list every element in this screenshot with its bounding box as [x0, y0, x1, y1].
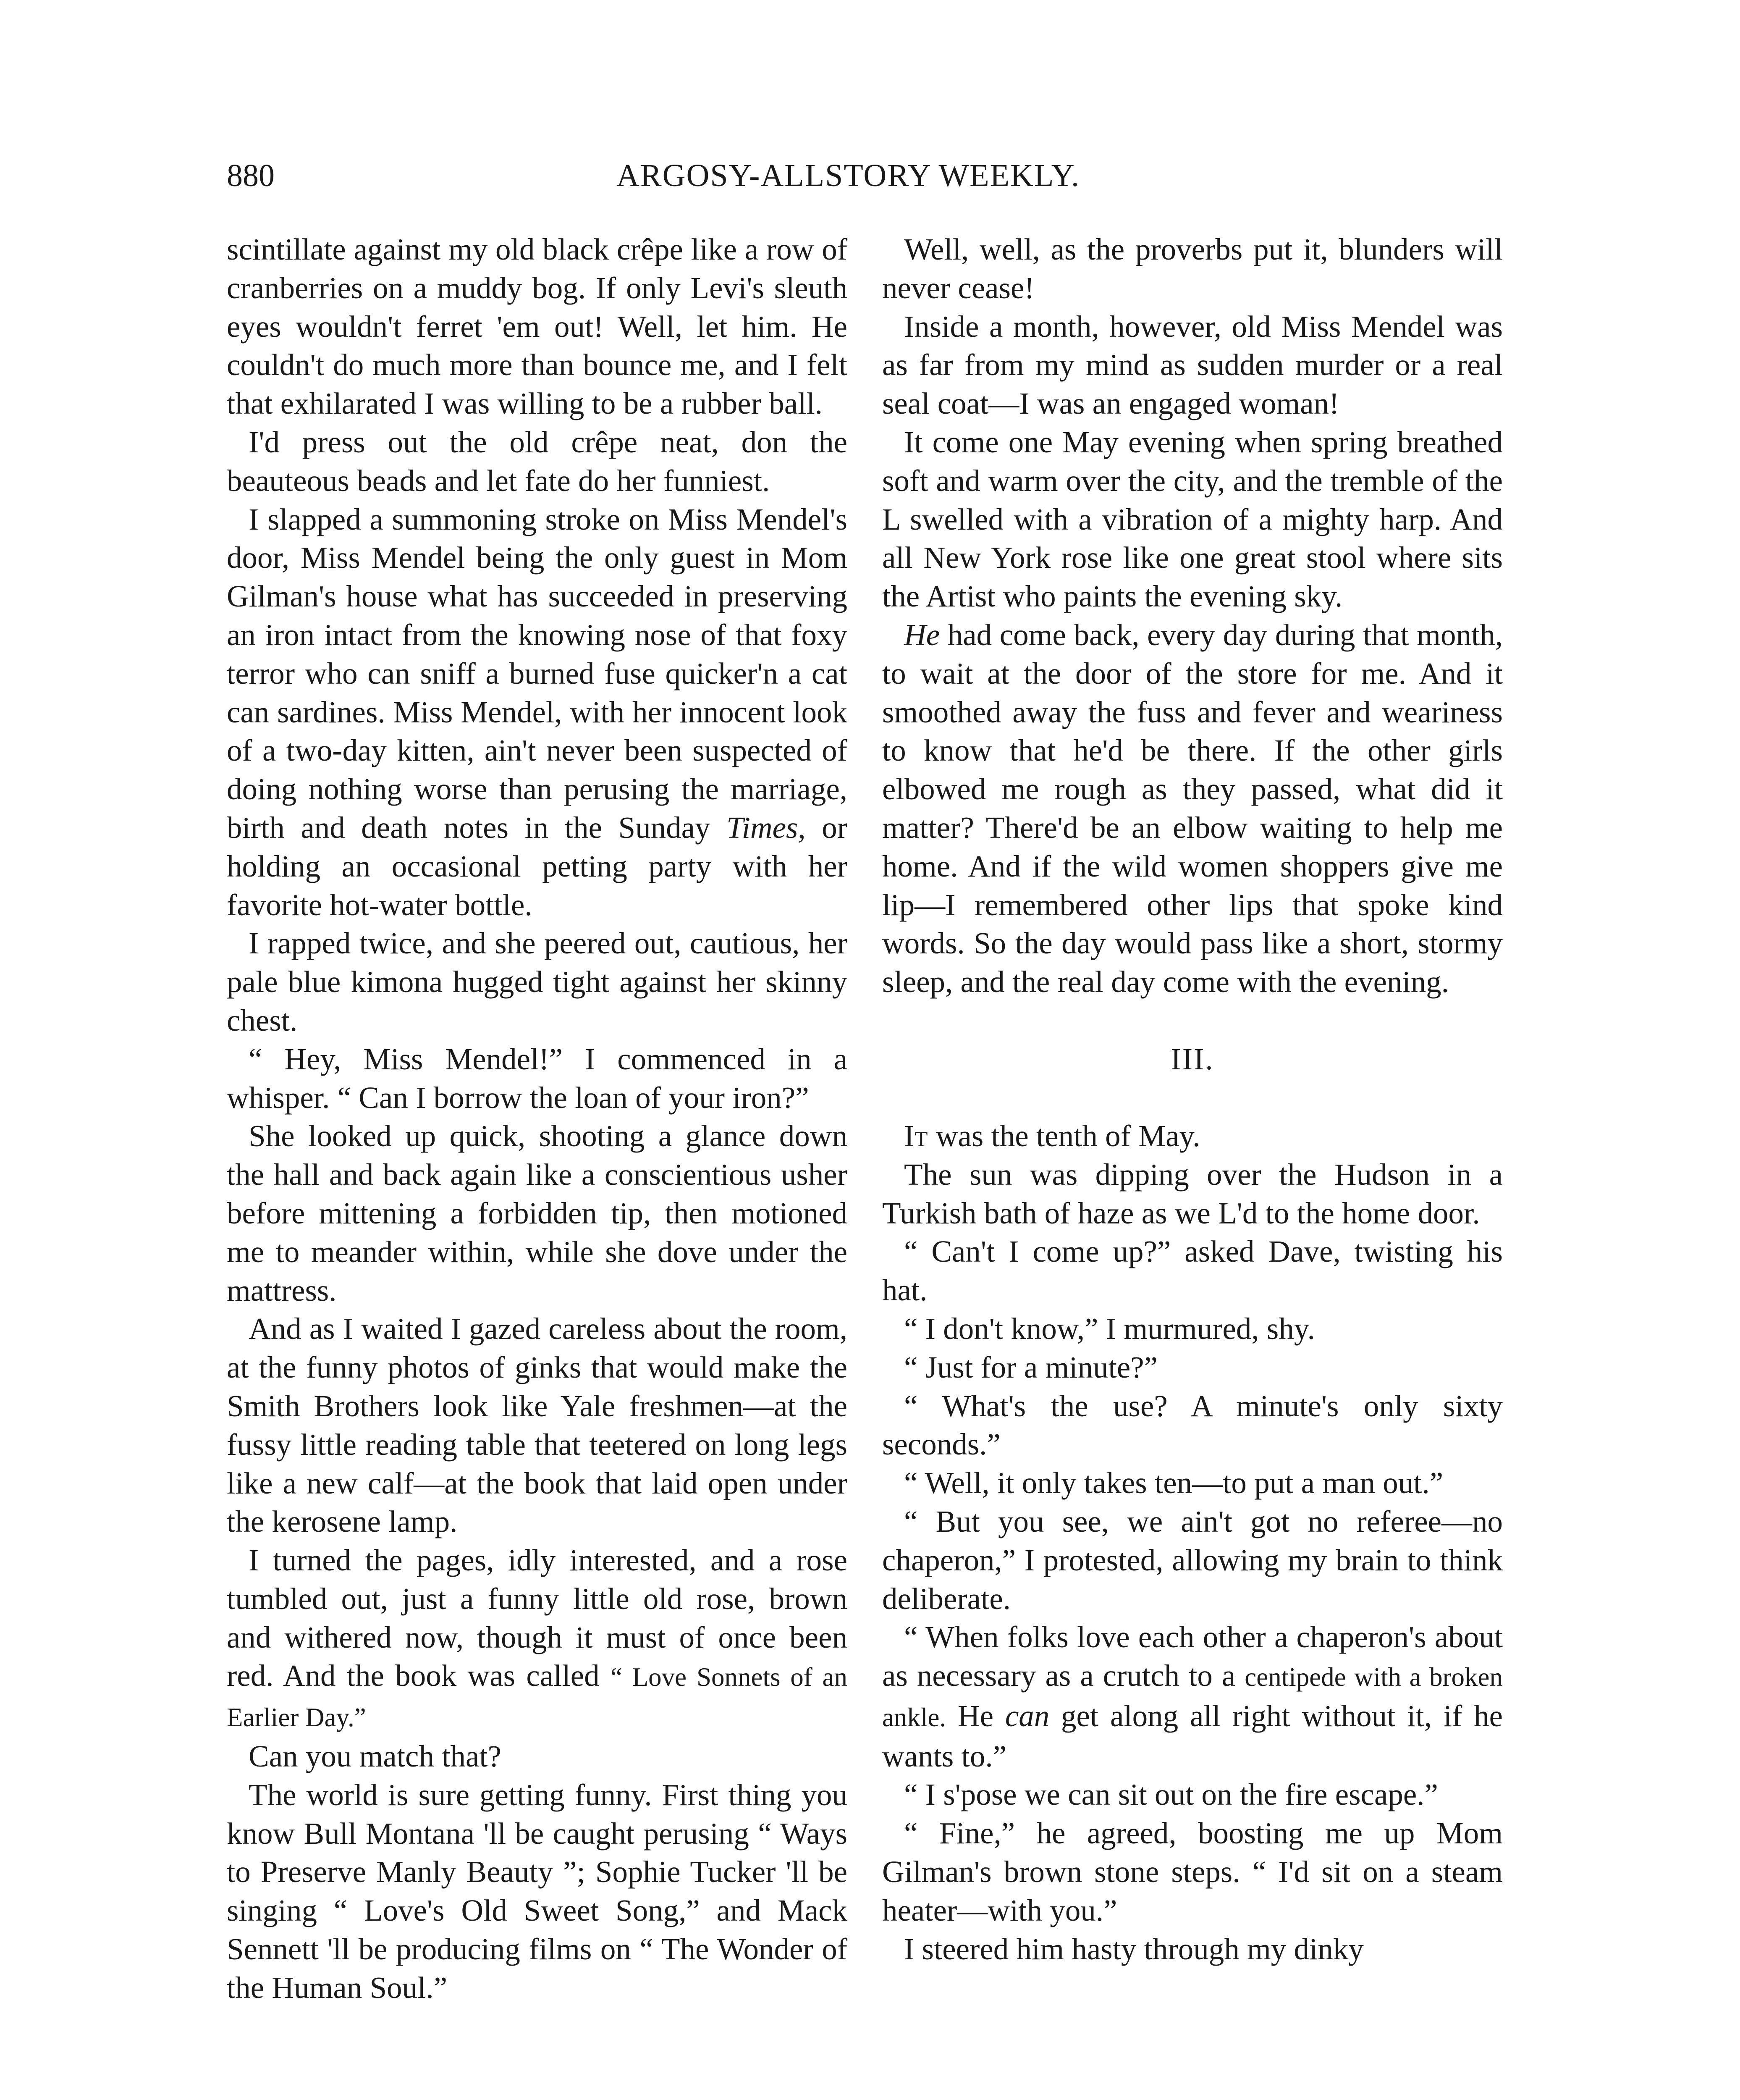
paragraph-text: centipede with a broken ankle.	[882, 1662, 1503, 1732]
paragraph	[882, 1618, 1503, 1775]
paragraph-text: He	[946, 1698, 1005, 1733]
paragraph: Inside a month, however, old Miss Mendel was as far from my mind as sudden murder or a real seal coat—I was an engaged woman!	[882, 309, 1503, 421]
paragraph: “ Well, it only takes ten—to put a man out.”	[904, 1466, 1444, 1500]
paragraph: She looked up quick, shooting a glance down the hall and back again like a conscientious usher before mittening a forbidden tip, then motioned me to meander within, while she dove under the mattress.	[227, 1119, 847, 1307]
paragraph: Well, well, as the proverbs put it, blunders will never cease!	[882, 232, 1503, 305]
paragraph: “ I don't know,” I murmured, shy.	[904, 1311, 1315, 1346]
paragraph: I steered him hasty through my dinky	[904, 1932, 1364, 1966]
paragraph: “ What's the use? A minute's only sixty seconds.”	[882, 1389, 1503, 1462]
paragraph: And as I waited I gazed careless about the room, at the funny photos of ginks that would make the Smith Brothers look like Yale freshmen—at the fussy little reading table that teetered on long legs like a new calf—at the book that laid open under the kerosene lamp.	[227, 1312, 847, 1539]
paragraph-text: “ When folks love each other a chaperon's about as necessary as a crutch to a	[882, 1620, 1503, 1693]
paragraph: The sun was dipping over the Hudson in a Turkish bath of haze as we L'd to the home door.	[882, 1157, 1503, 1230]
paragraph: “ Can't I come up?” asked Dave, twisting his hat.	[882, 1234, 1503, 1307]
book-title: “ Love Sonnets of an Earlier Day.”	[227, 1662, 848, 1732]
paragraph	[882, 1117, 1503, 1155]
paragraph-text: , or holding an occasional petting party with her favorite hot-water bottle.	[227, 810, 847, 922]
left-column	[227, 230, 847, 2007]
page-number: 880	[227, 158, 275, 193]
paragraph: It come one May evening when spring breathed soft and warm over the city, and the tremble of the L swelled with a vibration of a mighty harp. And all New York rose like one great stool where sits the Artist who paints the evening sky.	[882, 425, 1503, 614]
paragraph: I rapped twice, and she peered out, cautious, her pale blue kimona hugged tight against her skinny chest.	[227, 926, 847, 1037]
paragraph-text: I turned the pages, idly interested, and a rose tumbled out, just a funny little old rose, brown and withered now, though it must of once been red. And the book was called	[227, 1543, 847, 1693]
drop-word: It	[904, 1118, 928, 1153]
paragraph: scintillate against my old black crêpe like a row of cranberries on a muddy bog. If only Levi's sleuth eyes wouldn't ferret 'em out! Well, let him. He couldn't do much more than bounce me, and I felt that exhilarated I was willing to be a rubber ball.	[227, 232, 847, 421]
paragraph	[882, 616, 1503, 1001]
paragraph: “ Fine,” he agreed, boosting me up Mom Gilman's brown stone steps. “ I'd sit on a steam heater—with you.”	[882, 1816, 1503, 1927]
newspaper-title: Times	[726, 810, 798, 845]
paragraph: “ I s'pose we can sit out on the fire escape.”	[904, 1777, 1438, 1812]
section-heading: III.	[1171, 1042, 1214, 1076]
paragraph-text: get along all right without it, if he wants to.”	[882, 1698, 1503, 1773]
paragraph	[227, 500, 847, 924]
emphasis: He	[904, 617, 940, 652]
paragraph: “ But you see, we ain't got no referee—no chaperon,” I protested, allowing my brain to think deliberate.	[882, 1504, 1503, 1616]
paragraph: Can you match that?	[249, 1739, 502, 1774]
paragraph-text: had come back, every day during that month, to wait at the door of the store for me. And it smoothed away the fuss and fever and weariness to know that he'd be there. If the other girls elbowed me rough as they passed, what did it matter? There'd be an elbow waiting to help me home. And if the wild women shoppers give me lip—I remembered other lips that spoke kind words. So the day would pass like a short, stormy sleep, and the real day come with the evening.	[882, 617, 1503, 999]
emphasis: can	[1005, 1698, 1050, 1733]
paragraph: “ Just for a minute?”	[904, 1350, 1158, 1384]
paragraph: The world is sure getting funny. First thing you know Bull Montana 'll be caught perusing “ Ways to Preserve Manly Beauty ”; Sophie Tucker 'll be singing “ Love's Old Sweet Song,” and Mack Sennett 'll be producing films on “ The Wonder of the Human Soul.”	[227, 1777, 847, 2005]
paragraph: “ Hey, Miss Mendel!” I commenced in a whisper. “ Can I borrow the loan of your iron?”	[227, 1042, 847, 1115]
right-column	[882, 230, 1503, 1968]
paragraph: I'd press out the old crêpe neat, don the beauteous beads and let fate do her funniest.	[227, 425, 847, 498]
paragraph	[227, 1541, 847, 1737]
running-head: ARGOSY-ALLSTORY WEEKLY.	[616, 158, 1080, 193]
paragraph-text: I slapped a summoning stroke on Miss Mendel's door, Miss Mendel being the only guest in Mom Gilman's house what has succeeded in preserving an iron intact from the knowing nose of that foxy terror who can sniff a burned fuse quicker'n a cat can sardines. Miss Mendel, with her innocent look of a two-day kitten, ain't never been suspected of doing nothing worse than perusing the marriage, birth and death notes in the Sunday	[227, 502, 847, 845]
paragraph-text: was the tenth of May.	[928, 1118, 1200, 1153]
